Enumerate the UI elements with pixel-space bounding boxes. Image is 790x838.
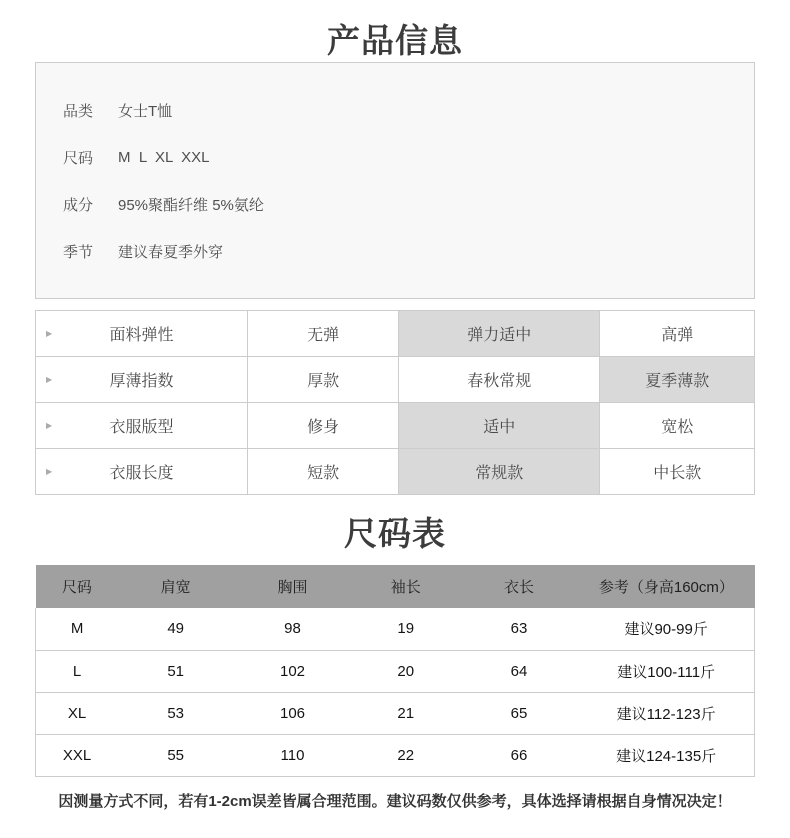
attr-row-elasticity — [36, 311, 755, 357]
info-label: 季节 — [63, 244, 94, 261]
attr-option-cell: 高弹 — [600, 311, 755, 357]
attr-option-cell: 春秋常规 — [399, 357, 600, 403]
size-header-cell: 肩宽 — [118, 565, 233, 608]
size-cell: 建议124-135斤 — [578, 734, 754, 776]
size-row-xl — [36, 692, 755, 734]
size-cell: 建议112-123斤 — [578, 692, 754, 734]
size-header-cell: 胸围 — [233, 565, 352, 608]
size-cell: 建议100-111斤 — [578, 650, 754, 692]
attr-label-cell — [36, 403, 248, 449]
info-value: 建议春夏季外穿 — [118, 244, 224, 261]
triangle-marker-icon: ▶ — [46, 466, 53, 476]
size-cell: 51 — [118, 650, 233, 692]
size-cell: 98 — [233, 608, 352, 650]
attr-label: 面料弹性 — [109, 327, 174, 344]
size-cell: 22 — [352, 734, 460, 776]
info-value: 95%聚酯纤维 5%氨纶 — [118, 197, 264, 214]
attr-label: 厚薄指数 — [109, 373, 174, 390]
size-cell: 20 — [352, 650, 460, 692]
size-cell: L — [36, 650, 119, 692]
size-cell: 55 — [118, 734, 233, 776]
attr-label-cell — [36, 311, 248, 357]
attr-row-fit — [36, 403, 755, 449]
attr-option-cell: 常规款 — [399, 449, 600, 495]
size-cell: 110 — [233, 734, 352, 776]
info-row-category — [63, 87, 754, 134]
size-cell: 64 — [460, 650, 579, 692]
info-row-season — [63, 228, 754, 275]
size-header-cell: 参考（身高160cm） — [578, 565, 754, 608]
product-info-box — [35, 62, 755, 299]
info-label: 品类 — [63, 103, 94, 120]
size-table-header-row — [36, 565, 755, 608]
attr-option-cell: 短款 — [248, 449, 399, 495]
size-header-cell: 袖长 — [352, 565, 460, 608]
triangle-marker-icon: ▶ — [46, 328, 53, 338]
size-row-xxl — [36, 734, 755, 776]
size-header-cell: 衣长 — [460, 565, 579, 608]
attr-label: 衣服版型 — [109, 419, 174, 436]
size-cell: 49 — [118, 608, 233, 650]
attr-label-cell — [36, 357, 248, 403]
attr-label: 衣服长度 — [109, 465, 174, 482]
attr-row-length — [36, 449, 755, 495]
size-cell: 65 — [460, 692, 579, 734]
size-cell: 19 — [352, 608, 460, 650]
size-cell: 53 — [118, 692, 233, 734]
size-cell: 66 — [460, 734, 579, 776]
size-cell: M — [36, 608, 119, 650]
attr-option-cell: 修身 — [248, 403, 399, 449]
attr-label-cell — [36, 449, 248, 495]
attr-option-cell: 中长款 — [600, 449, 755, 495]
attr-option-cell: 夏季薄款 — [600, 357, 755, 403]
size-cell: 63 — [460, 608, 579, 650]
size-row-l — [36, 650, 755, 692]
measurement-note: 因测量方式不同，若有1-2cm误差皆属合理范围。建议码数仅供参考，具体选择请根据自身情况决定！ — [58, 792, 732, 810]
info-value: M L XL XXL — [118, 149, 210, 166]
size-cell: 21 — [352, 692, 460, 734]
info-row-composition — [63, 181, 754, 228]
page-title: 产品信息 — [327, 22, 463, 59]
info-row-size — [63, 134, 754, 181]
size-chart-title: 尺码表 — [344, 515, 446, 552]
triangle-marker-icon: ▶ — [46, 374, 53, 384]
info-label: 尺码 — [63, 150, 94, 167]
size-cell: 102 — [233, 650, 352, 692]
size-cell: XL — [36, 692, 119, 734]
size-row-m — [36, 608, 755, 650]
info-value: 女士T恤 — [118, 103, 173, 120]
attr-option-cell: 适中 — [399, 403, 600, 449]
size-table — [35, 565, 755, 777]
attr-option-cell: 弹力适中 — [399, 311, 600, 357]
info-label: 成分 — [63, 197, 94, 214]
size-cell: 建议90-99斤 — [578, 608, 754, 650]
size-header-cell: 尺码 — [36, 565, 119, 608]
attr-option-cell: 宽松 — [600, 403, 755, 449]
attribute-table — [35, 310, 755, 495]
size-cell: XXL — [36, 734, 119, 776]
attr-option-cell: 无弹 — [248, 311, 399, 357]
size-cell: 106 — [233, 692, 352, 734]
attr-option-cell: 厚款 — [248, 357, 399, 403]
attr-row-thickness — [36, 357, 755, 403]
triangle-marker-icon: ▶ — [46, 420, 53, 430]
